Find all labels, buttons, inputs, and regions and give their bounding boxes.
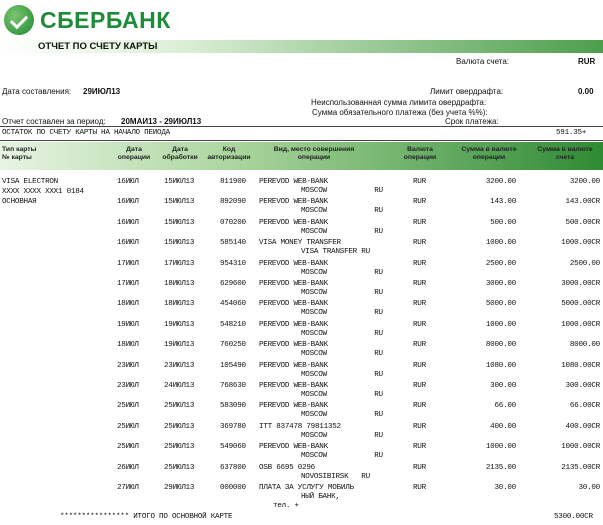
proc-date: 18ИЮЛ13 [164, 300, 195, 308]
description-line-1: PEREVOD WEB-BANK [259, 198, 328, 206]
op-date: 16ИЮЛ [117, 178, 139, 186]
op-amount: 1000.00 [485, 239, 516, 247]
description-line-2: MOSCOW RU [301, 371, 383, 379]
description-line-2: MOSCOW RU [301, 350, 383, 358]
due-date-label: Срок платежа: [445, 117, 499, 126]
acc-amount: 300.00CR [565, 382, 600, 390]
col-op-currency: Валюта операции [403, 146, 437, 161]
op-currency: RUR [413, 219, 426, 227]
auth-code: 637800 [220, 464, 246, 472]
total-value: 5300.00CR [554, 513, 593, 521]
col-proc-date: Дата обработки [162, 146, 198, 161]
auth-code: 811900 [220, 178, 246, 186]
currency-value: RUR [578, 57, 596, 66]
description-line-2: MOSCOW RU [301, 187, 383, 195]
op-amount: 300.00 [490, 382, 516, 390]
op-date: 26ИЮЛ [117, 464, 139, 472]
description-line-1: PEREVOD WEB-BANK [259, 260, 328, 268]
auth-code: 954310 [220, 260, 246, 268]
auth-code: 548210 [220, 321, 246, 329]
op-amount: 2135.00 [485, 464, 516, 472]
auth-code: 760250 [220, 341, 246, 349]
description-line-1: PEREVOD WEB-BANK [259, 178, 328, 186]
op-amount: 8000.00 [485, 341, 516, 349]
acc-amount: 500.00CR [565, 219, 600, 227]
description-line-1: PEREVOD WEB-BANK [259, 341, 328, 349]
acc-amount: 3200.00 [569, 178, 600, 186]
op-currency: RUR [413, 484, 426, 492]
acc-amount: 400.00CR [565, 423, 600, 431]
op-amount: 1000.00 [485, 321, 516, 329]
acc-amount: 1000.00CR [561, 443, 600, 451]
op-currency: RUR [413, 362, 426, 370]
description-line-1: OSB 6695 0296 [259, 464, 315, 472]
sberbank-logo-icon [4, 5, 34, 35]
proc-date: 15ИЮЛ13 [164, 198, 195, 206]
description-line-2: НЫЙ БАНК, [301, 493, 340, 501]
op-currency: RUR [413, 402, 426, 410]
overdraft-label: Лимит овердрафта: [430, 87, 504, 96]
overdraft-value: 0.00 [578, 87, 594, 96]
acc-amount: 8000.00 [569, 341, 600, 349]
op-currency: RUR [413, 198, 426, 206]
acc-amount: 2135.00CR [561, 464, 600, 472]
acc-amount: 2500.00 [569, 260, 600, 268]
date-value: 29ИЮЛ13 [83, 87, 121, 96]
auth-code: 583090 [220, 402, 246, 410]
period-value: 20МАИ13 - 29ИЮЛ13 [121, 117, 202, 126]
op-amount: 66.00 [494, 402, 516, 410]
col-op-amount: Сумма в валюте операции [461, 146, 517, 161]
op-date: 23ИЮЛ [117, 362, 139, 370]
op-date: 27ИЮЛ [117, 484, 139, 492]
description-line-2: VISA TRANSFER RU [301, 248, 370, 256]
op-amount: 143.00 [490, 198, 516, 206]
date-label: Дата составления: [2, 87, 72, 96]
proc-date: 19ИЮЛ13 [164, 341, 195, 349]
op-amount: 1080.00 [485, 362, 516, 370]
proc-date: 23ИЮЛ13 [164, 362, 195, 370]
divider [0, 140, 603, 141]
col-op-date: Дата операции [117, 146, 151, 161]
proc-date: 19ИЮЛ13 [164, 321, 195, 329]
op-date: 23ИЮЛ [117, 382, 139, 390]
op-amount: 500.00 [490, 219, 516, 227]
op-date: 25ИЮЛ [117, 423, 139, 431]
auth-code: 629600 [220, 280, 246, 288]
op-currency: RUR [413, 321, 426, 329]
op-date: 19ИЮЛ [117, 321, 139, 329]
op-date: 25ИЮЛ [117, 402, 139, 410]
description-line-2: MOSCOW RU [301, 330, 383, 338]
description-line-3: тел. + [273, 502, 299, 510]
description-line-2: MOSCOW RU [301, 432, 383, 440]
divider [0, 126, 603, 127]
proc-date: 18ИЮЛ13 [164, 280, 195, 288]
op-date: 25ИЮЛ [117, 443, 139, 451]
acc-amount: 5000.00CR [561, 300, 600, 308]
op-date: 18ИЮЛ [117, 300, 139, 308]
currency-label: Валюта счета: [456, 57, 510, 66]
op-amount: 1000.00 [485, 443, 516, 451]
auth-code: 070200 [220, 219, 246, 227]
acc-amount: 1000.00CR [561, 239, 600, 247]
op-currency: RUR [413, 423, 426, 431]
description-line-2: MOSCOW RU [301, 391, 383, 399]
description-line-1: PEREVOD WEB-BANK [259, 382, 328, 390]
description-line-1: ITT 837478 79811352 [259, 423, 341, 431]
op-currency: RUR [413, 239, 426, 247]
proc-date: 24ИЮЛ13 [164, 382, 195, 390]
proc-date: 29ИЮЛ13 [164, 484, 195, 492]
op-amount: 5000.00 [485, 300, 516, 308]
description-line-1: ПЛАТА ЗА УСЛУГУ МОБИЛЬ [259, 484, 354, 492]
op-date: 18ИЮЛ [117, 341, 139, 349]
total-label: **************** ИТОГО ПО ОСНОВНОЙ КАРТЕ [60, 513, 233, 521]
op-currency: RUR [413, 178, 426, 186]
proc-date: 15ИЮЛ13 [164, 219, 195, 227]
op-date: 16ИЮЛ [117, 219, 139, 227]
description-line-1: PEREVOD WEB-BANK [259, 443, 328, 451]
op-currency: RUR [413, 443, 426, 451]
op-date: 16ИЮЛ [117, 198, 139, 206]
op-currency: RUR [413, 260, 426, 268]
acc-amount: 66.00CR [569, 402, 600, 410]
description-line-2: MOSCOW RU [301, 309, 383, 317]
auth-code: 549060 [220, 443, 246, 451]
proc-date: 15ИЮЛ13 [164, 239, 195, 247]
description-line-2: MOSCOW RU [301, 452, 383, 460]
proc-date: 25ИЮЛ13 [164, 464, 195, 472]
acc-amount: 143.00CR [565, 198, 600, 206]
description-line-2: MOSCOW RU [301, 289, 383, 297]
auth-code: 369780 [220, 423, 246, 431]
acc-amount: 3000.00CR [561, 280, 600, 288]
brand-name: СБЕРБАНК [40, 6, 171, 33]
opening-balance-value: 591.35+ [556, 129, 587, 137]
description-line-2: MOSCOW RU [301, 228, 383, 236]
col-auth-code: Код авторизации [207, 146, 251, 161]
op-date: 17ИЮЛ [117, 260, 139, 268]
col-acc-amount: Сумма в валюте счета [537, 146, 593, 161]
description-line-1: PEREVOD WEB-BANK [259, 321, 328, 329]
op-amount: 30.00 [494, 484, 516, 492]
auth-code: 892090 [220, 198, 246, 206]
op-amount: 2500.00 [485, 260, 516, 268]
col-description: Вид, место совершения операции [273, 146, 355, 161]
op-currency: RUR [413, 280, 426, 288]
description-line-2: MOSCOW RU [301, 269, 383, 277]
op-amount: 400.00 [490, 423, 516, 431]
proc-date: 25ИЮЛ13 [164, 402, 195, 410]
brand-logo [4, 4, 171, 36]
auth-code: 000000 [220, 484, 246, 492]
acc-amount: 1080.00CR [561, 362, 600, 370]
period-label: Отчет составлен за период: [2, 117, 106, 126]
acc-amount: 1000.00CR [561, 321, 600, 329]
proc-date: 17ИЮЛ13 [164, 260, 195, 268]
description-line-2: MOSCOW RU [301, 207, 383, 215]
unused-overdraft-label: Неиспользованная сумма лимита овердрафта: [311, 98, 487, 107]
mandatory-payment-label: Сумма обязательного платежа (без учета %%): [312, 108, 488, 117]
description-line-1: VISA MONEY TRANSFER [259, 239, 341, 247]
description-line-1: PEREVOD WEB-BANK [259, 219, 328, 227]
op-amount: 3200.00 [485, 178, 516, 186]
op-currency: RUR [413, 382, 426, 390]
op-date: 16ИЮЛ [117, 239, 139, 247]
auth-code: 105490 [220, 362, 246, 370]
proc-date: 15ИЮЛ13 [164, 178, 195, 186]
description-line-1: PEREVOD WEB-BANK [259, 300, 328, 308]
description-line-1: PEREVOD WEB-BANK [259, 402, 328, 410]
col-card-type: Тип карты № карты [2, 146, 37, 161]
opening-balance-label: ОСТАТОК ПО СЧЕТУ КАРТЫ НА НАЧАЛО ПЕИОДА [2, 129, 170, 137]
auth-code: 454060 [220, 300, 246, 308]
op-date: 17ИЮЛ [117, 280, 139, 288]
card-kind: ОСНОВНАЯ [2, 198, 37, 206]
proc-date: 25ИЮЛ13 [164, 443, 195, 451]
op-currency: RUR [413, 464, 426, 472]
description-line-2: MOSCOW RU [301, 411, 383, 419]
card-number: XXXX XXXX XXX1 0184 [2, 188, 84, 196]
description-line-2: NOVOSIBIRSK RU [301, 473, 370, 481]
description-line-1: PEREVOD WEB-BANK [259, 280, 328, 288]
op-amount: 3000.00 [485, 280, 516, 288]
acc-amount: 30.00 [578, 484, 600, 492]
auth-code: 768630 [220, 382, 246, 390]
auth-code: 585140 [220, 239, 246, 247]
page-title: ОТЧЕТ ПО СЧЕТУ КАРТЫ [38, 41, 158, 52]
card-type: VISA ELECTRON [2, 178, 58, 186]
proc-date: 25ИЮЛ13 [164, 423, 195, 431]
op-currency: RUR [413, 300, 426, 308]
op-currency: RUR [413, 341, 426, 349]
description-line-1: PEREVOD WEB-BANK [259, 362, 328, 370]
